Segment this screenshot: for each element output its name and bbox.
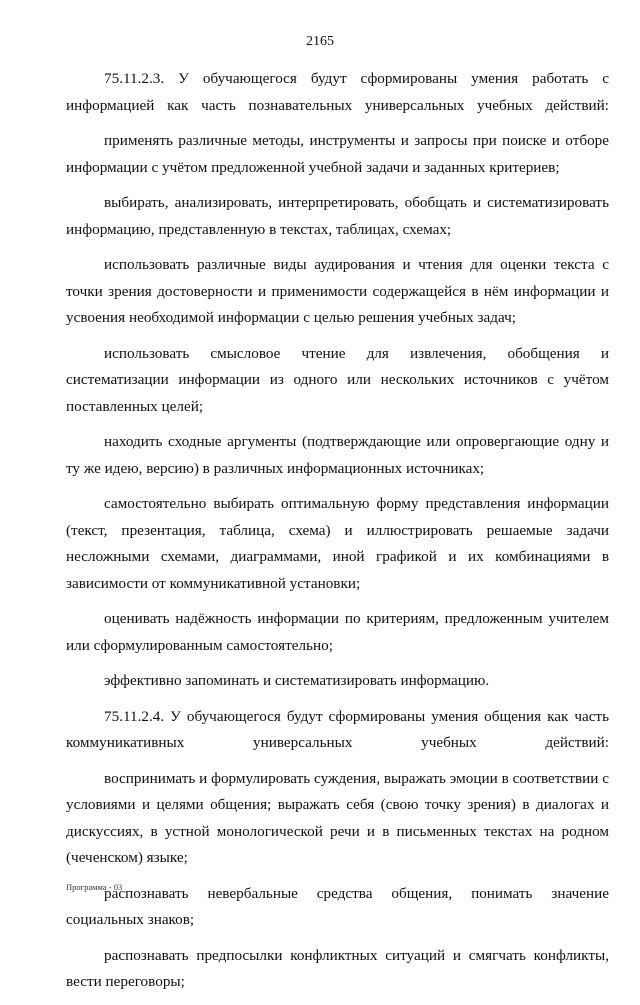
paragraph: воспринимать и формулировать суждения, выражать эмоции в соответствии с условиями и целями общения; выражать себя (свою точку зрения) в диалогах и дискуссиях, в устной монологической речи и в письменных текстах на родном (чеченском) языке; bbox=[66, 769, 609, 867]
paragraph: использовать смысловое чтение для извлечения, обобщения и систематизации информации из одного или нескольких источников с учётом поставленных целей; bbox=[66, 344, 609, 415]
paragraph: применять различные методы, инструменты и запросы при поиске и отборе информации с учётом предложенной учебной задачи и заданных критериев; bbox=[66, 131, 609, 176]
paragraph: распознавать невербальные средства общения, понимать значение социальных знаков; bbox=[66, 884, 609, 929]
footer-label: Программа - 03 bbox=[66, 882, 123, 892]
paragraph: находить сходные аргументы (подтверждающие или опровергающие одну и ту же идею, версию) в различных информационных источниках; bbox=[66, 433, 609, 477]
paragraph: эффективно запоминать и систематизировать информацию. bbox=[104, 672, 490, 690]
paragraph: самостоятельно выбирать оптимальную форму представления информации (текст, презентация, таблица, схема) и иллюстрировать решаемые задачи несложными схемами, диаграммами, иной графикой и их комбинациями в зависимости от коммуникативной установки; bbox=[66, 495, 609, 592]
paragraph: распознавать предпосылки конфликтных ситуаций и смягчать конфликты, вести переговоры; bbox=[66, 946, 609, 991]
document-body bbox=[66, 66, 609, 1005]
page-number: 2165 bbox=[306, 34, 334, 49]
paragraph: оценивать надёжность информации по критериям, предложенным учителем или сформулированным самостоятельно; bbox=[66, 610, 609, 654]
paragraph-section-75-11-2-4: 75.11.2.4. У обучающегося будут сформированы умения общения как часть коммуникативных универсальных учебных действий: bbox=[66, 707, 609, 752]
paragraph-section-75-11-2-3: 75.11.2.3. У обучающегося будут сформированы умения работать с информацией как часть познавательных универсальных учебных действий: bbox=[66, 70, 609, 114]
paragraph: использовать различные виды аудирования и чтения для оценки текста с точки зрения достоверности и применимости содержащейся в нём информации и усвоения необходимой информации с целью решения учебных задач; bbox=[66, 255, 609, 327]
paragraph: выбирать, анализировать, интерпретировать, обобщать и систематизировать информацию, представленную в текстах, таблицах, схемах; bbox=[66, 193, 609, 238]
